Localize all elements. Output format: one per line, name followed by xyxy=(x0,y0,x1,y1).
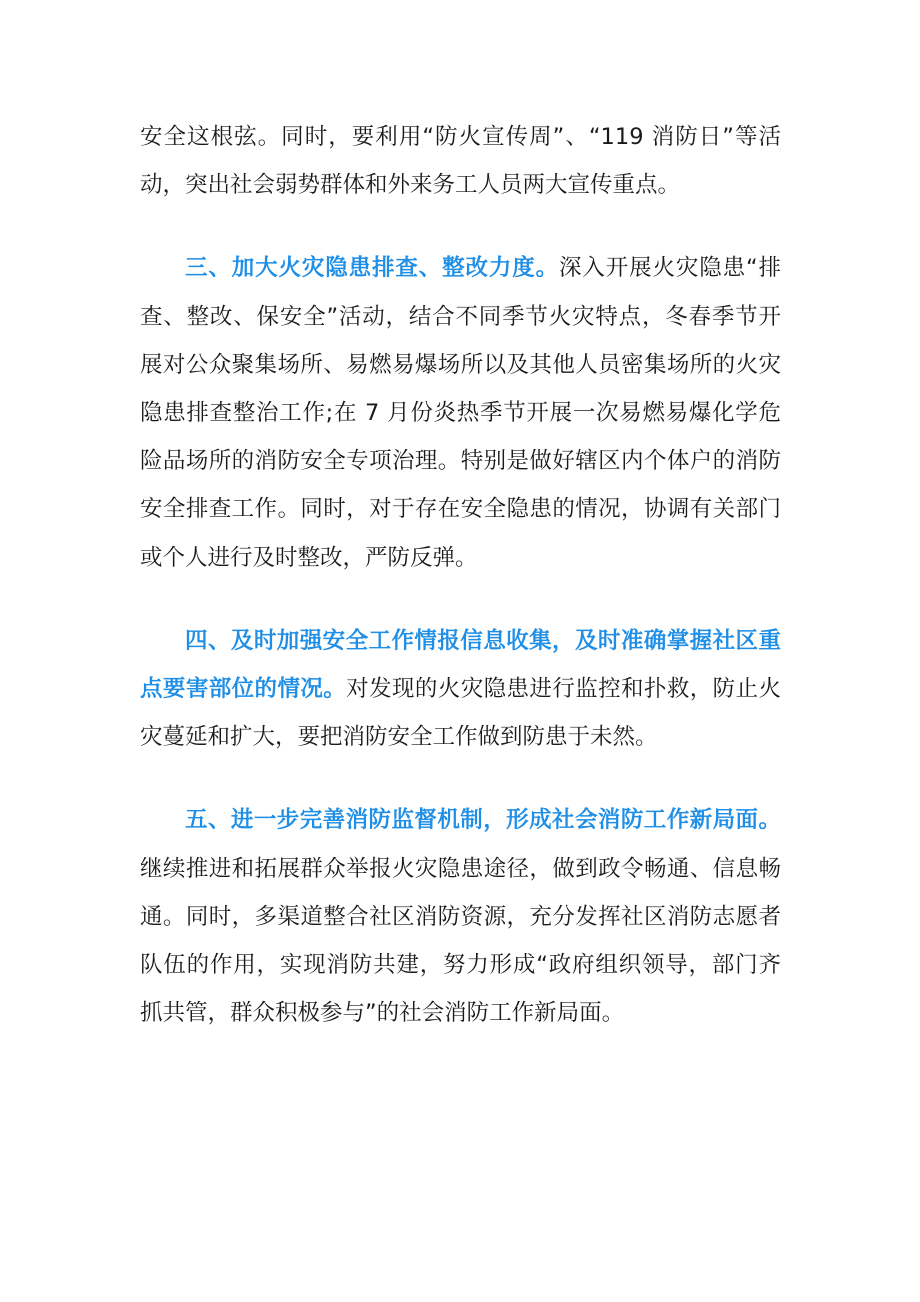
paragraph-section-5 xyxy=(140,796,781,1037)
section-heading-5: 五、进一步完善消防监督机制，形成社会消防工作新局面。 xyxy=(185,807,781,834)
paragraph-gap xyxy=(140,761,781,796)
paragraph-gap xyxy=(140,209,781,244)
document-body xyxy=(140,113,781,1037)
paragraph-section-4 xyxy=(140,617,781,762)
paragraph-text: 对发现的火灾隐患进行监控和扑救，防止火灾蔓延和扩大，要把消防安全工作做到防患于未然。 xyxy=(140,676,781,751)
section-heading-3: 三、加大火灾隐患排查、整改力度。 xyxy=(185,255,559,282)
section-heading-4: 四、及时加强安全工作情报信息收集，及时准确掌握社区重点要害部位的情况。 xyxy=(140,627,781,703)
paragraph-text: 继续推进和拓展群众举报火灾隐患途径，做到政令畅通、信息畅通。同时，多渠道整合社区消防资源，充分发挥社区消防志愿者队伍的作用，实现消防共建，努力形成“政府组织领导，部门齐抓共管，群众积极参与”的社会消防工作新局面。 xyxy=(140,855,781,1027)
paragraph-text: 深入开展火灾隐患“排查、整改、保安全”活动，结合不同季节火灾特点，冬春季节开展对公众聚集场所、易燃易爆场所以及其他人员密集场所的火灾隐患排查整治工作;在 7 月份炎热季节开展一次易燃易爆化学危险品场所的消防安全专项治理。特别是做好辖区内个体户的消防安全排查工作。同时，对于存在安全隐患的情况，协调有关部门或个人进行及时整改，严防反弹。 xyxy=(140,255,781,571)
paragraph-continuation xyxy=(140,113,781,209)
paragraph-gap xyxy=(140,582,781,617)
paragraph-section-3 xyxy=(140,244,781,581)
paragraph-text: 安全这根弦。同时，要利用“防火宣传周”、“119 消防日”等活动，突出社会弱势群体和外来务工人员两大宣传重点。 xyxy=(140,124,781,199)
